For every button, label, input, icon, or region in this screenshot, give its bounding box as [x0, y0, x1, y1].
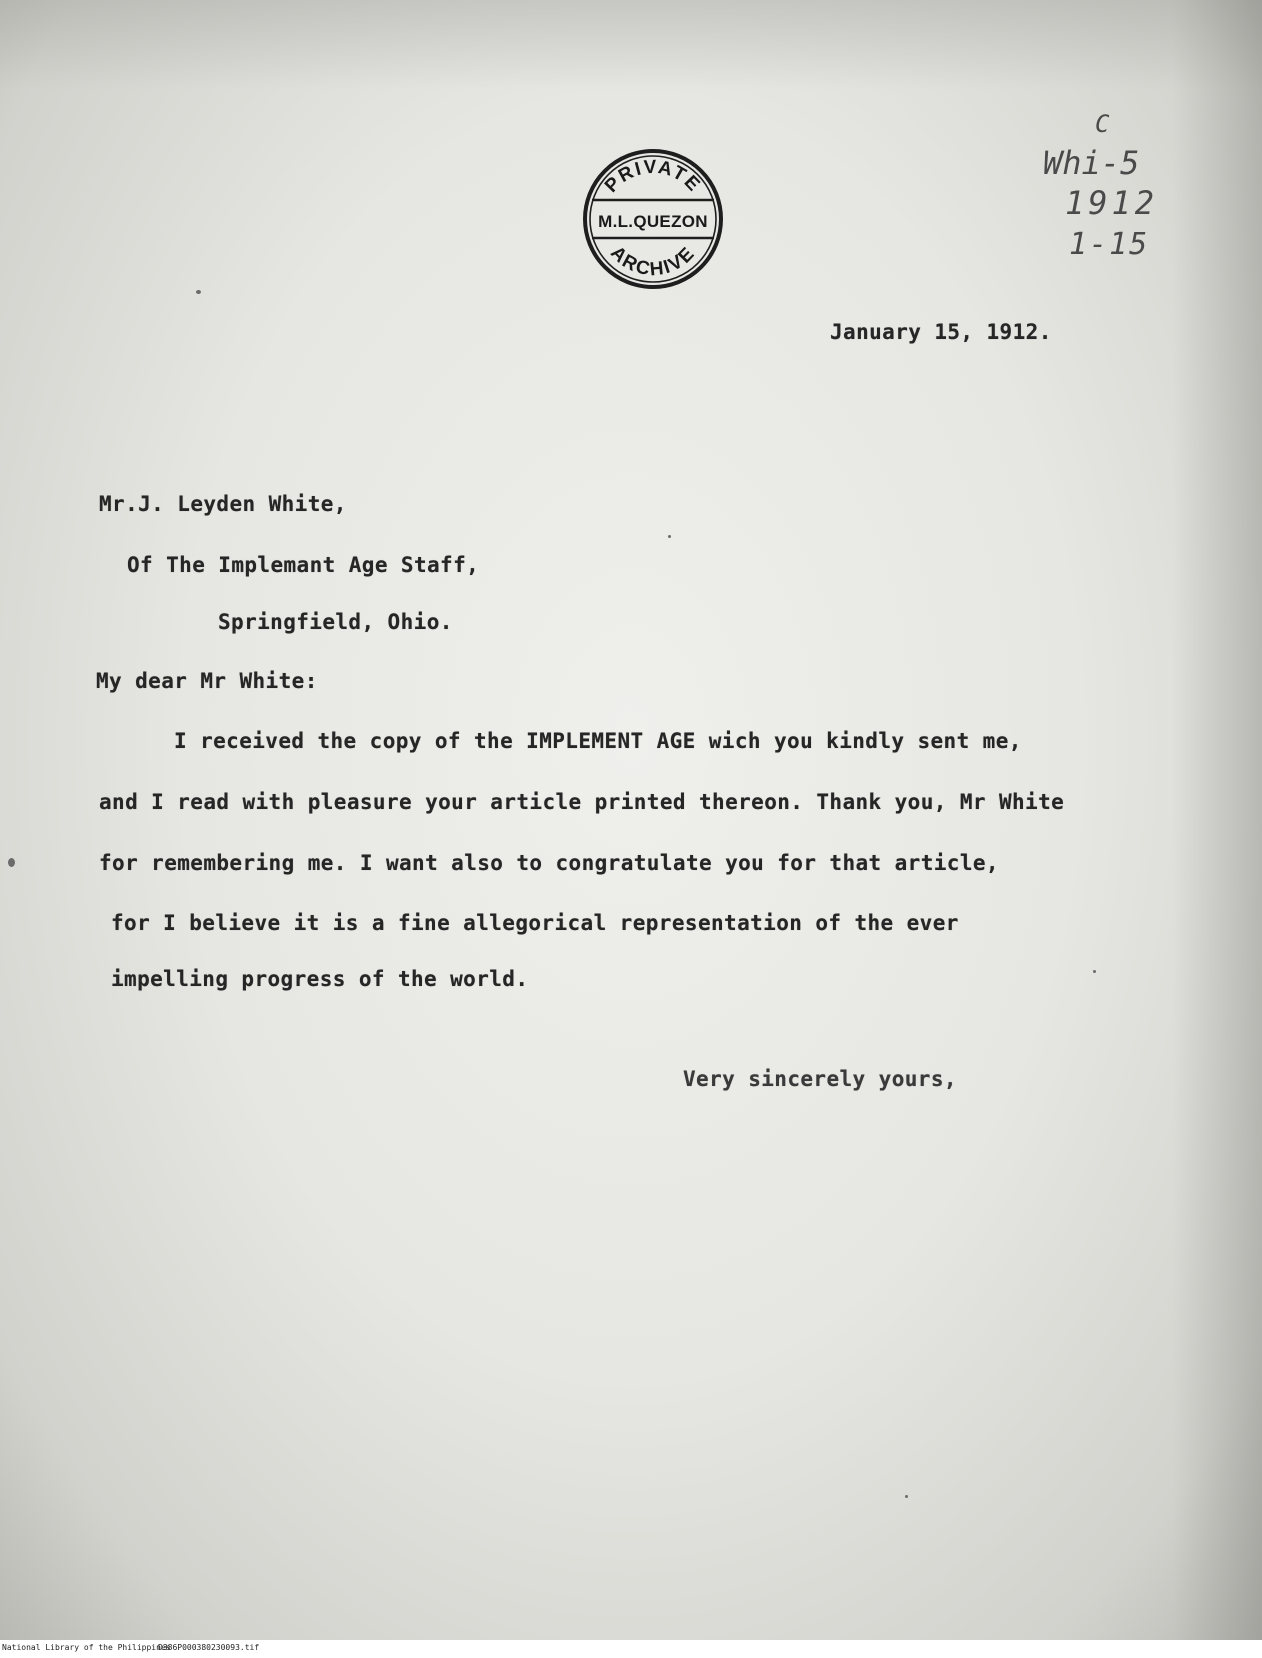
- paper-speck: [196, 290, 201, 294]
- body-line-2: and I read with pleasure your article printed thereon. Thank you, Mr White: [99, 790, 1065, 814]
- letter-date: January 15, 1912.: [830, 320, 1052, 344]
- archive-note-line1: Whi-5: [1043, 144, 1140, 182]
- svg-text:ARCHIVE: [606, 242, 700, 280]
- stamp-top-text: PRIVATE: [601, 156, 705, 197]
- stamp-bottom-text: ARCHIVE: [606, 242, 700, 281]
- body-line-1: I received the copy of the IMPLEMENT AGE wich you kindly sent me,: [174, 729, 1022, 753]
- stamp-center-text: M.L.QUEZON: [598, 212, 708, 231]
- salutation: My dear Mr White:: [96, 669, 318, 693]
- paper-speck: [668, 535, 671, 538]
- closing: Very sincerely yours,: [683, 1067, 957, 1091]
- archive-note-line2: 1912: [1065, 184, 1159, 222]
- footer-file-id: D386P000380230093.tif: [158, 1643, 260, 1652]
- archive-note-line3: 1-15: [1069, 227, 1150, 262]
- recipient-prefix: Mr.: [99, 492, 139, 516]
- paper-speck: [905, 1495, 908, 1498]
- recipient-line-2: Of The Implemant Age Staff,: [127, 553, 480, 577]
- body-line-5: impelling progress of the world.: [111, 967, 529, 991]
- archive-note-superscript: C: [1095, 112, 1110, 138]
- archive-stamp: [582, 148, 724, 290]
- recipient-name: J. Leyden White,: [138, 492, 347, 516]
- recipient-line-1: [99, 492, 347, 516]
- body-line-4: for I believe it is a fine allegorical representation of the ever: [111, 911, 959, 935]
- scan-footer: [0, 1640, 1262, 1658]
- recipient-line-3: Springfield, Ohio.: [218, 610, 453, 634]
- paper-speck: [1093, 970, 1096, 973]
- handwritten-archive-note: [1035, 112, 1215, 272]
- footer-library: National Library of the Philippines: [2, 1643, 171, 1652]
- paper-speck: [8, 858, 15, 867]
- body-line-3: for remembering me. I want also to congratulate you for that article,: [99, 851, 999, 875]
